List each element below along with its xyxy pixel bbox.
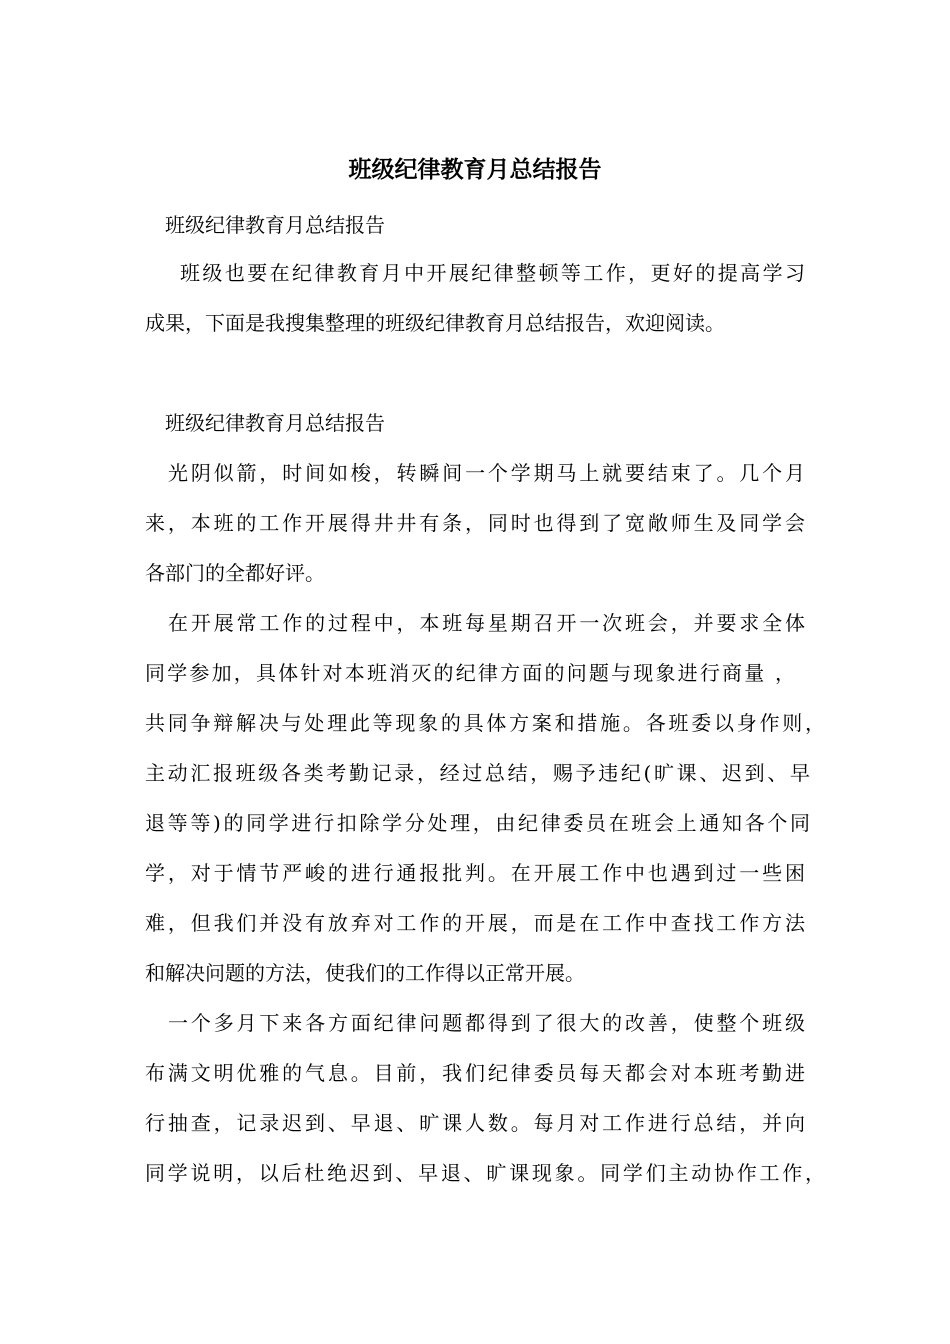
para2-line-8: 和解决问题的方法，使我们的工作得以正常开展。: [145, 961, 585, 985]
document-title: 班级纪律教育月总结报告: [348, 156, 602, 183]
para2-line-7: 难，但我们并没有放弃对工作的开展，而是在工作中查找工作方法: [145, 911, 805, 935]
para2-line-3: 共同争辩解决与处理此等现象的具体方案和措施。各班委以身作则，: [145, 711, 825, 735]
para2-line-1: 在开展常工作的过程中，本班每星期召开一次班会，并要求全体: [168, 611, 805, 635]
para3-line-3: 行抽查，记录迟到、早退、旷课人数。每月对工作进行总结，并向: [145, 1111, 805, 1135]
para3-line-2: 布满文明优雅的气息。目前，我们纪律委员每天都会对本班考勤进: [145, 1061, 805, 1085]
para2-line-6: 学，对于情节严峻的进行通报批判。在开展工作中也遇到过一些困: [145, 861, 805, 885]
para2-line-2: 同学参加，具体针对本班消灭的纪律方面的问题与现象进行商量 ，: [145, 661, 795, 685]
subtitle-line-1: 班级纪律教育月总结报告: [165, 213, 385, 237]
subtitle-line-2: 班级纪律教育月总结报告: [165, 411, 385, 435]
para1-line-1: 光阴似箭，时间如梭，转瞬间一个学期马上就要结束了。几个月: [168, 461, 805, 485]
para2-line-5: 退等等)的同学进行扣除学分处理，由纪律委员在班会上通知各个同: [145, 811, 810, 835]
para2-line-4: 主动汇报班级各类考勤记录，经过总结，赐予违纪(旷课、迟到、早: [145, 761, 810, 785]
para1-line-2: 来，本班的工作开展得井井有条，同时也得到了宽敞师生及同学会: [145, 511, 805, 535]
intro-line-1: 班级也要在纪律教育月中开展纪律整顿等工作，更好的提高学习: [180, 261, 805, 285]
para3-line-1: 一个多月下来各方面纪律问题都得到了很大的改善，使整个班级: [168, 1011, 805, 1035]
intro-line-2: 成果，下面是我搜集整理的班级纪律教育月总结报告，欢迎阅读。: [145, 311, 725, 335]
para1-line-3: 各部门的全都好评。: [145, 561, 325, 585]
para3-line-4: 同学说明，以后杜绝迟到、早退、旷课现象。同学们主动协作工作，: [145, 1161, 825, 1185]
